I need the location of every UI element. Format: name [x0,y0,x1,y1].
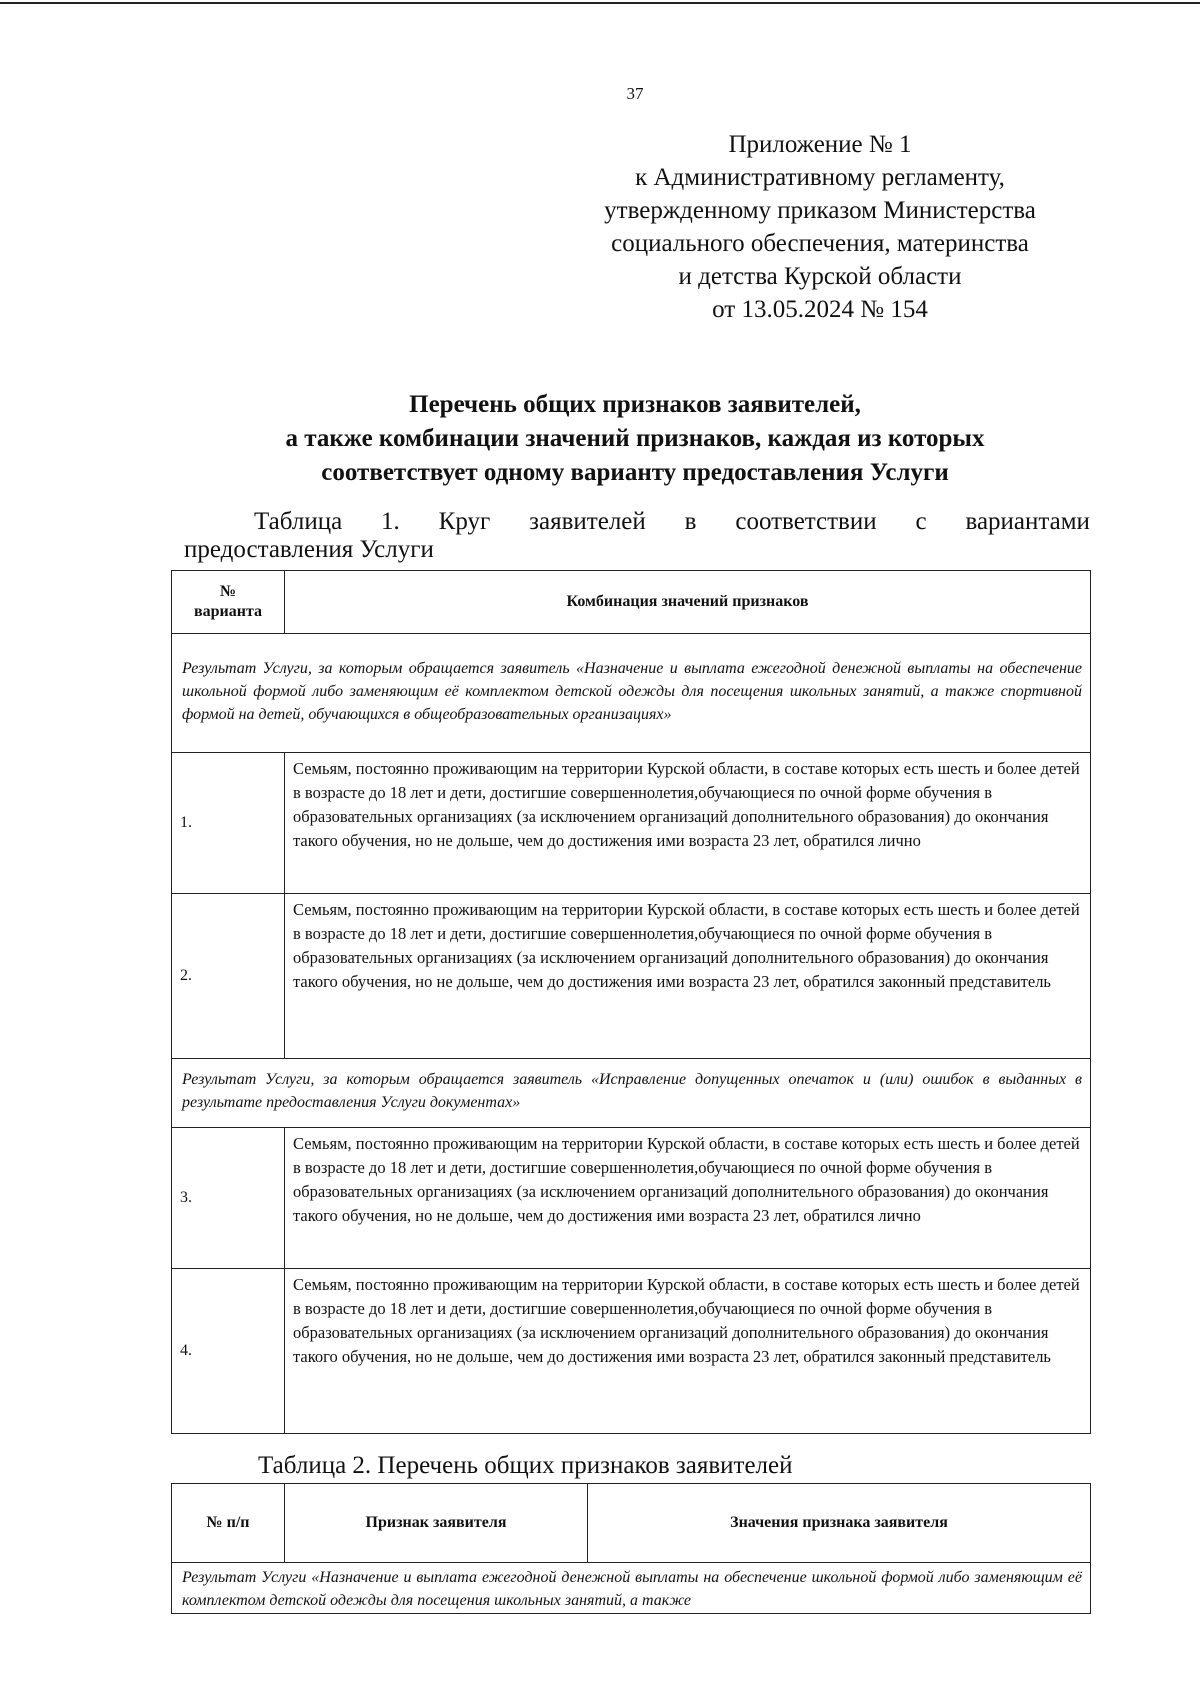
table2-caption: Таблица 2. Перечень общих признаков заявителей [258,1452,793,1479]
variant-description: Семьям, постоянно проживающим на территории Курской области, в составе которых есть шесть и более детей в возрасте до 18 лет и дети, достигшие совершеннолетия,обучающиеся по очной форме обучения в образовательных организациях (за исключением организаций дополнительного образования) до окончания такого обучения, но не дольше, чем до достижения ими возраста 23 лет, обратился лично [285,753,1091,894]
table-header-row [172,1484,1091,1563]
appendix-line: социального обеспечения, материнства [611,230,1029,257]
table-row [172,753,1091,894]
table1-caption [184,508,1090,564]
table-row [172,1563,1091,1614]
applicant-features-table [171,1483,1091,1614]
variant-description: Семьям, постоянно проживающим на территории Курской области, в составе которых есть шесть и более детей в возрасте до 18 лет и дети, достигшие совершеннолетия,обучающиеся по очной форме обучения в образовательных организациях (за исключением организаций дополнительного образования) до окончания такого обучения, но не дольше, чем до достижения ими возраста 23 лет, обратился законный представитель [285,894,1091,1059]
variant-number: 3. [172,1128,285,1269]
appendix-line: Приложение № 1 [728,131,912,158]
appendix-line: от 13.05.2024 № 154 [712,296,928,323]
result-description: Результат Услуги, за которым обращается заявитель «Назначение и выплата ежегодной денежной выплаты на обеспечение школьной формой либо заменяющим её комплектом детской одежды для посещения школьных занятий, а также спортивной формой на детей, обучающихся в общеобразовательных организациях» [172,634,1091,753]
header-applicant-feature: Признак заявителя [285,1484,588,1563]
header-variant-number [172,571,285,634]
header-number-sign: № [219,583,237,600]
caption-word: с [915,508,927,535]
page-number: 37 [626,84,644,103]
variant-number: 4. [172,1269,285,1434]
caption-word: 1. [381,508,400,535]
document-title [0,388,1200,490]
caption-word: соответствии [735,508,877,535]
table-row [172,634,1091,753]
appendix-block [560,128,1080,326]
variant-number: 1. [172,753,285,894]
result-description: Результат Услуги, за которым обращается заявитель «Исправление допущенных опечаток и (или) ошибок в выданных в результате предоставления Услуги документах» [172,1059,1091,1128]
table1-caption-line2: предоставления Услуги [184,536,434,563]
variant-number: 2. [172,894,285,1059]
caption-word: вариантами [965,508,1090,535]
table-row [172,1059,1091,1128]
table-row [172,1269,1091,1434]
header-combination: Комбинация значений признаков [285,571,1091,634]
caption-word: в [684,508,697,535]
appendix-line: к Административному регламенту, [635,164,1005,191]
table-row [172,894,1091,1059]
title-line: а также комбинации значений признаков, каждая из которых [285,425,985,452]
appendix-line: и детства Курской области [678,263,962,290]
caption-word: Круг [438,508,491,535]
header-row-number: № п/п [172,1484,285,1563]
caption-word: заявителей [529,508,646,535]
table-row [172,1128,1091,1269]
variant-description: Семьям, постоянно проживающим на территории Курской области, в составе которых есть шесть и более детей в возрасте до 18 лет и дети, достигшие совершеннолетия,обучающиеся по очной форме обучения в образовательных организациях (за исключением организаций дополнительного образования) до окончания такого обучения, но не дольше, чем до достижения ими возраста 23 лет, обратился законный представитель [285,1269,1091,1434]
table1-caption-line1 [184,508,1090,536]
result-description: Результат Услуги «Назначение и выплата ежегодной денежной выплаты на обеспечение школьной формой либо заменяющим её комплектом детской одежды для посещения школьных занятий, а также [172,1563,1091,1614]
caption-word: Таблица [254,508,343,535]
title-line: Перечень общих признаков заявителей, [409,391,861,418]
variants-table [171,570,1091,1434]
header-feature-values: Значения признака заявителя [588,1484,1091,1563]
header-variant-label: варианта [193,603,263,620]
appendix-line: утвержденному приказом Министерства [604,197,1036,224]
top-rule [0,2,1200,4]
variant-description: Семьям, постоянно проживающим на территории Курской области, в составе которых есть шесть и более детей в возрасте до 18 лет и дети, достигшие совершеннолетия,обучающиеся по очной форме обучения в образовательных организациях (за исключением организаций дополнительного образования) до окончания такого обучения, но не дольше, чем до достижения ими возраста 23 лет, обратился лично [285,1128,1091,1269]
title-line: соответствует одному варианту предоставления Услуги [321,459,949,486]
table-header-row [172,571,1091,634]
